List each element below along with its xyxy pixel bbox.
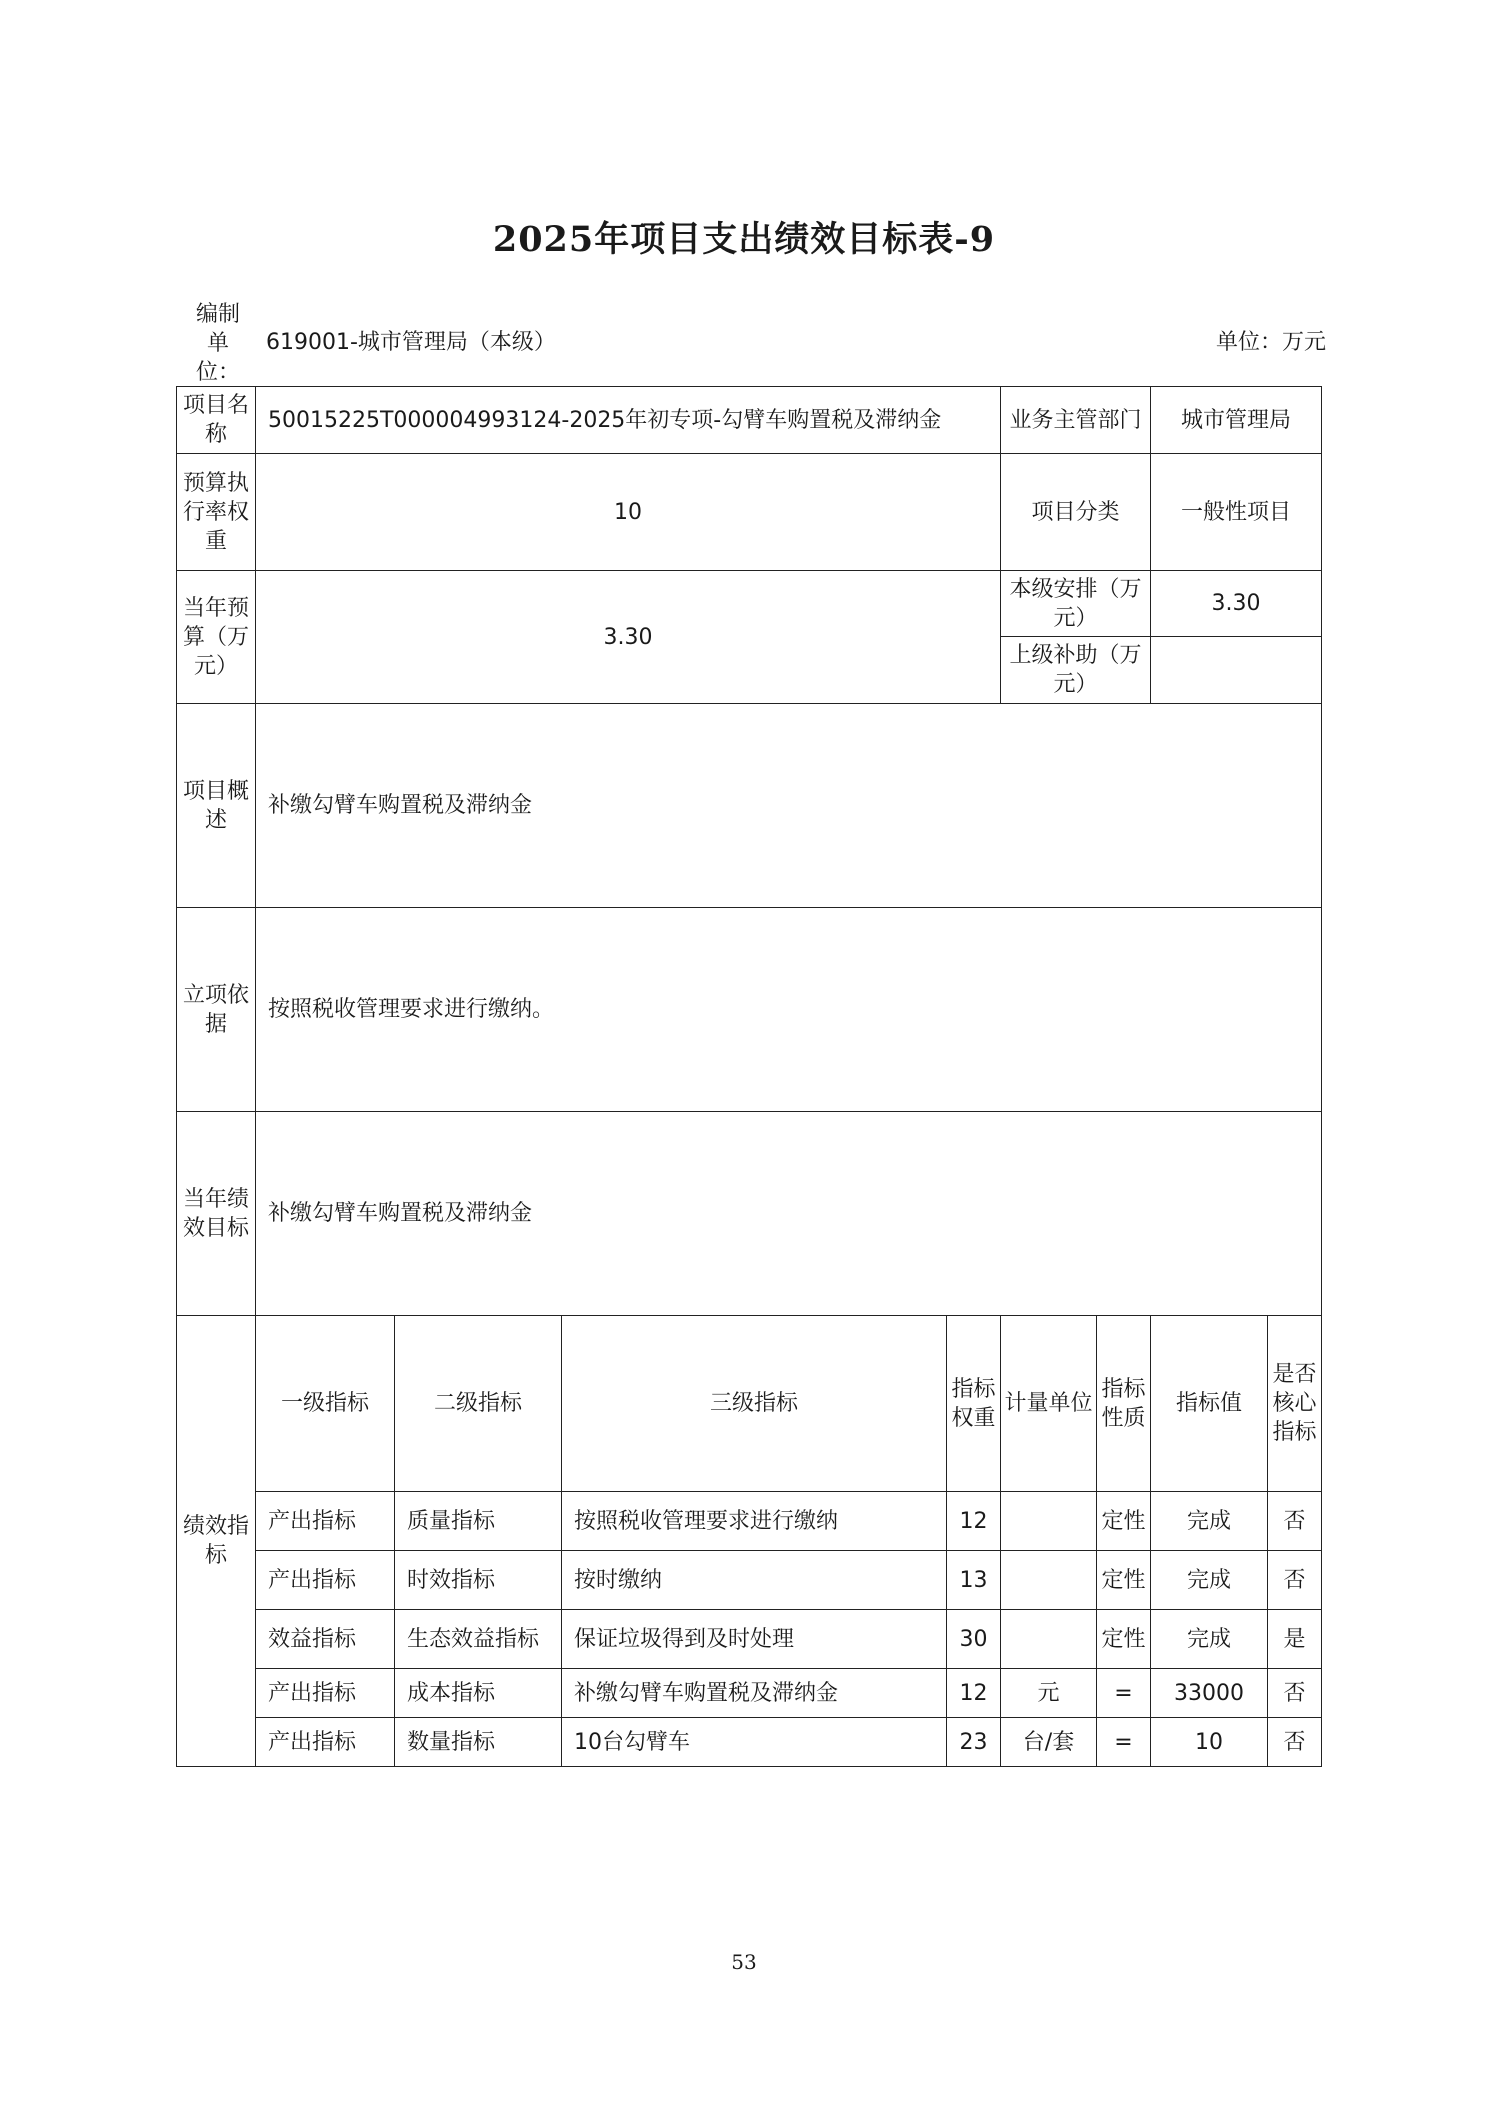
header-level1: 一级指标: [256, 1316, 395, 1492]
overview-row: [177, 704, 1322, 908]
project-name-row: [177, 387, 1322, 454]
table-row: [177, 1492, 1322, 1551]
row-level2: 时效指标: [395, 1551, 562, 1610]
row-core: 是: [1268, 1610, 1322, 1669]
page-number: 53: [731, 1950, 757, 1974]
category-label: 项目分类: [1001, 454, 1151, 571]
row-level1: 产出指标: [256, 1718, 395, 1767]
page-title: 2025年项目支出绩效目标表-9: [492, 219, 996, 260]
row-level2: 数量指标: [395, 1718, 562, 1767]
budget-row: [177, 571, 1322, 637]
category-value: 一般性项目: [1151, 454, 1322, 571]
row-unit: [1001, 1492, 1097, 1551]
row-level1: 产出指标: [256, 1551, 395, 1610]
compiling-unit-label: 编制单位：: [195, 302, 240, 385]
basis-value: 按照税收管理要求进行缴纳。: [256, 908, 1322, 1112]
row-value: 完成: [1151, 1551, 1268, 1610]
budget-value: 3.30: [256, 571, 1001, 704]
exec-weight-value: 10: [256, 454, 1001, 571]
indicator-header-row: [177, 1316, 1322, 1492]
row-value: 10: [1151, 1718, 1268, 1767]
budget-label: 当年预算（万元）: [177, 571, 256, 704]
row-weight: 13: [947, 1551, 1001, 1610]
upper-subsidy-value: [1151, 637, 1322, 704]
basis-label: 立项依据: [177, 908, 256, 1112]
row-core: 否: [1268, 1551, 1322, 1610]
row-unit: [1001, 1551, 1097, 1610]
goal-row: [177, 1112, 1322, 1316]
row-level1: 产出指标: [256, 1669, 395, 1718]
row-level1: 产出指标: [256, 1492, 395, 1551]
row-weight: 12: [947, 1492, 1001, 1551]
row-value: 完成: [1151, 1492, 1268, 1551]
goal-label: 当年绩效目标: [177, 1112, 256, 1316]
row-core: 否: [1268, 1718, 1322, 1767]
row-level3: 保证垃圾得到及时处理: [562, 1610, 947, 1669]
row-weight: 23: [947, 1718, 1001, 1767]
overview-value: 补缴勾臂车购置税及滞纳金: [256, 704, 1322, 908]
local-arrangement-label: 本级安排（万元）: [1001, 571, 1151, 637]
goal-value: 补缴勾臂车购置税及滞纳金: [256, 1112, 1322, 1316]
upper-subsidy-label: 上级补助（万元）: [1001, 637, 1151, 704]
row-unit: [1001, 1610, 1097, 1669]
row-nature: =: [1097, 1669, 1151, 1718]
row-level2: 质量指标: [395, 1492, 562, 1551]
header-unit: 计量单位: [1001, 1316, 1097, 1492]
table-row: [177, 1718, 1322, 1767]
row-value: 完成: [1151, 1610, 1268, 1669]
project-name-value: 50015225T000004993124-2025年初专项-勾臂车购置税及滞纳金: [256, 387, 1001, 454]
project-name-label: 项目名称: [177, 387, 256, 454]
exec-weight-row: [177, 454, 1322, 571]
header-level3: 三级指标: [562, 1316, 947, 1492]
dept-value: 城市管理局: [1151, 387, 1322, 454]
basis-row: [177, 908, 1322, 1112]
compiling-unit-value: 619001-城市管理局（本级）: [266, 330, 556, 355]
row-level2: 成本指标: [395, 1669, 562, 1718]
overview-label: 项目概述: [177, 704, 256, 908]
row-level3: 按时缴纳: [562, 1551, 947, 1610]
row-level3: 补缴勾臂车购置税及滞纳金: [562, 1669, 947, 1718]
row-level1: 效益指标: [256, 1610, 395, 1669]
row-weight: 30: [947, 1610, 1001, 1669]
table-row: [177, 1551, 1322, 1610]
header-value: 指标值: [1151, 1316, 1268, 1492]
row-unit: 台/套: [1001, 1718, 1097, 1767]
row-level2: 生态效益指标: [395, 1610, 562, 1669]
table-row: [177, 1669, 1322, 1718]
row-level3: 按照税收管理要求进行缴纳: [562, 1492, 947, 1551]
performance-target-table: [176, 386, 1322, 1767]
row-nature: 定性: [1097, 1551, 1151, 1610]
row-weight: 12: [947, 1669, 1001, 1718]
row-nature: 定性: [1097, 1492, 1151, 1551]
header-nature: 指标性质: [1097, 1316, 1151, 1492]
table-row: [177, 1610, 1322, 1669]
indicators-section-label: 绩效指标: [177, 1316, 256, 1767]
row-level3: 10台勾臂车: [562, 1718, 947, 1767]
header-level2: 二级指标: [395, 1316, 562, 1492]
row-unit: 元: [1001, 1669, 1097, 1718]
row-nature: =: [1097, 1718, 1151, 1767]
row-core: 否: [1268, 1669, 1322, 1718]
dept-label: 业务主管部门: [1001, 387, 1151, 454]
header-weight: 指标权重: [947, 1316, 1001, 1492]
local-arrangement-value: 3.30: [1151, 571, 1322, 637]
exec-weight-label: 预算执行率权重: [177, 454, 256, 571]
row-nature: 定性: [1097, 1610, 1151, 1669]
row-core: 否: [1268, 1492, 1322, 1551]
row-value: 33000: [1151, 1669, 1268, 1718]
header-core: 是否核心指标: [1268, 1316, 1322, 1492]
currency-unit: 单位：万元: [1215, 330, 1326, 355]
